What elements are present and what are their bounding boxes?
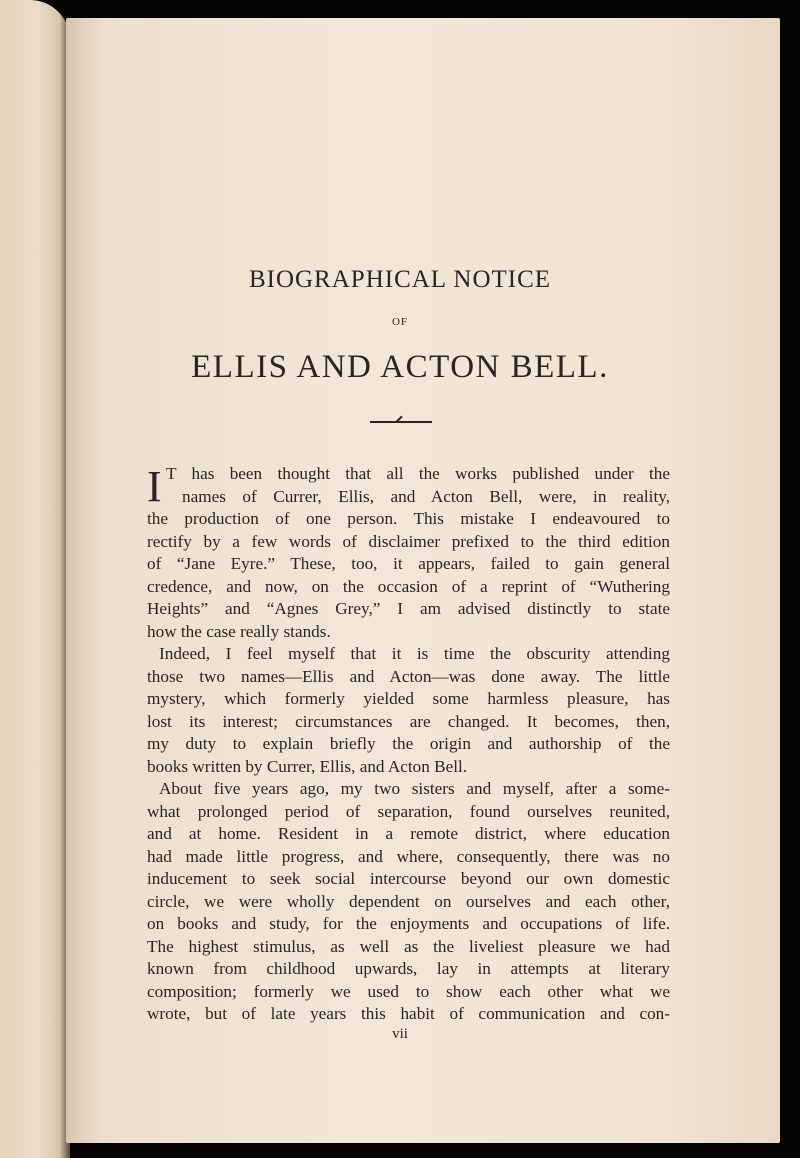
page-number: vii (392, 1026, 408, 1042)
text-line: inducement to seek social intercourse beyond our own domestic (147, 869, 670, 888)
text-line: the production of one person. This mistake I endeavoured to (147, 509, 670, 528)
page-subtitle: ELLIS AND ACTON BELL. (191, 349, 609, 385)
text-line: names of Currer, Ellis, and Acton Bell, were, in reality, (182, 486, 670, 506)
text-line: About five years ago, my two sisters and myself, after a some- (159, 779, 670, 798)
text-line: of “Jane Eyre.” These, too, it appears, failed to gain general (147, 554, 670, 573)
page-title: BIOGRAPHICAL NOTICE (248, 266, 552, 293)
text-line: books written by Currer, Ellis, and Acton Bell. (147, 756, 468, 776)
text-line: Heights” and “Agnes Grey,” I am advised distinctly to state (147, 599, 670, 618)
text-line: composition; formerly we used to show each other what we (147, 981, 670, 1001)
text-line: The highest stimulus, as well as the liveliest pleasure we had (147, 936, 670, 956)
text-line: and at home. Resident in a remote district, where education (147, 824, 670, 843)
body-text (147, 463, 670, 1026)
text-line: Indeed, I feel myself that it is time the obscurity attending (159, 644, 670, 663)
text-line: rectify by a few words of disclaimer prefixed to the third edition (147, 531, 670, 551)
text-line: on books and study, for the enjoyments and occupations of life. (147, 914, 670, 933)
drop-cap: I (147, 462, 162, 511)
ornament-divider (370, 421, 432, 423)
text-line: circle, we were wholly dependent on ourselves and each other, (147, 891, 670, 911)
text-line: credence, and now, on the occasion of a reprint of “Wuthering (147, 576, 670, 596)
text-line: known from childhood upwards, lay in attempts at literary (147, 959, 670, 978)
text-line: mystery, which formerly yielded some harmless pleasure, has (147, 689, 670, 708)
title-connector: OF (391, 316, 409, 328)
text-line: my duty to explain briefly the origin and authorship of the (147, 734, 670, 753)
text-line: wrote, but of late years this habit of communication and con- (147, 1004, 670, 1023)
text-line: lost its interest; circumstances are changed. It becomes, then, (147, 711, 670, 731)
text-line: how the case really stands. (147, 621, 331, 641)
text-line: T has been thought that all the works published under the (166, 464, 670, 483)
facing-page-edge (0, 0, 70, 1158)
text-line: what prolonged period of separation, found ourselves reunited, (147, 801, 670, 821)
text-line: had made little progress, and where, consequently, there was no (147, 846, 670, 866)
text-line: those two names—Ellis and Acton—was done away. The little (147, 666, 670, 686)
